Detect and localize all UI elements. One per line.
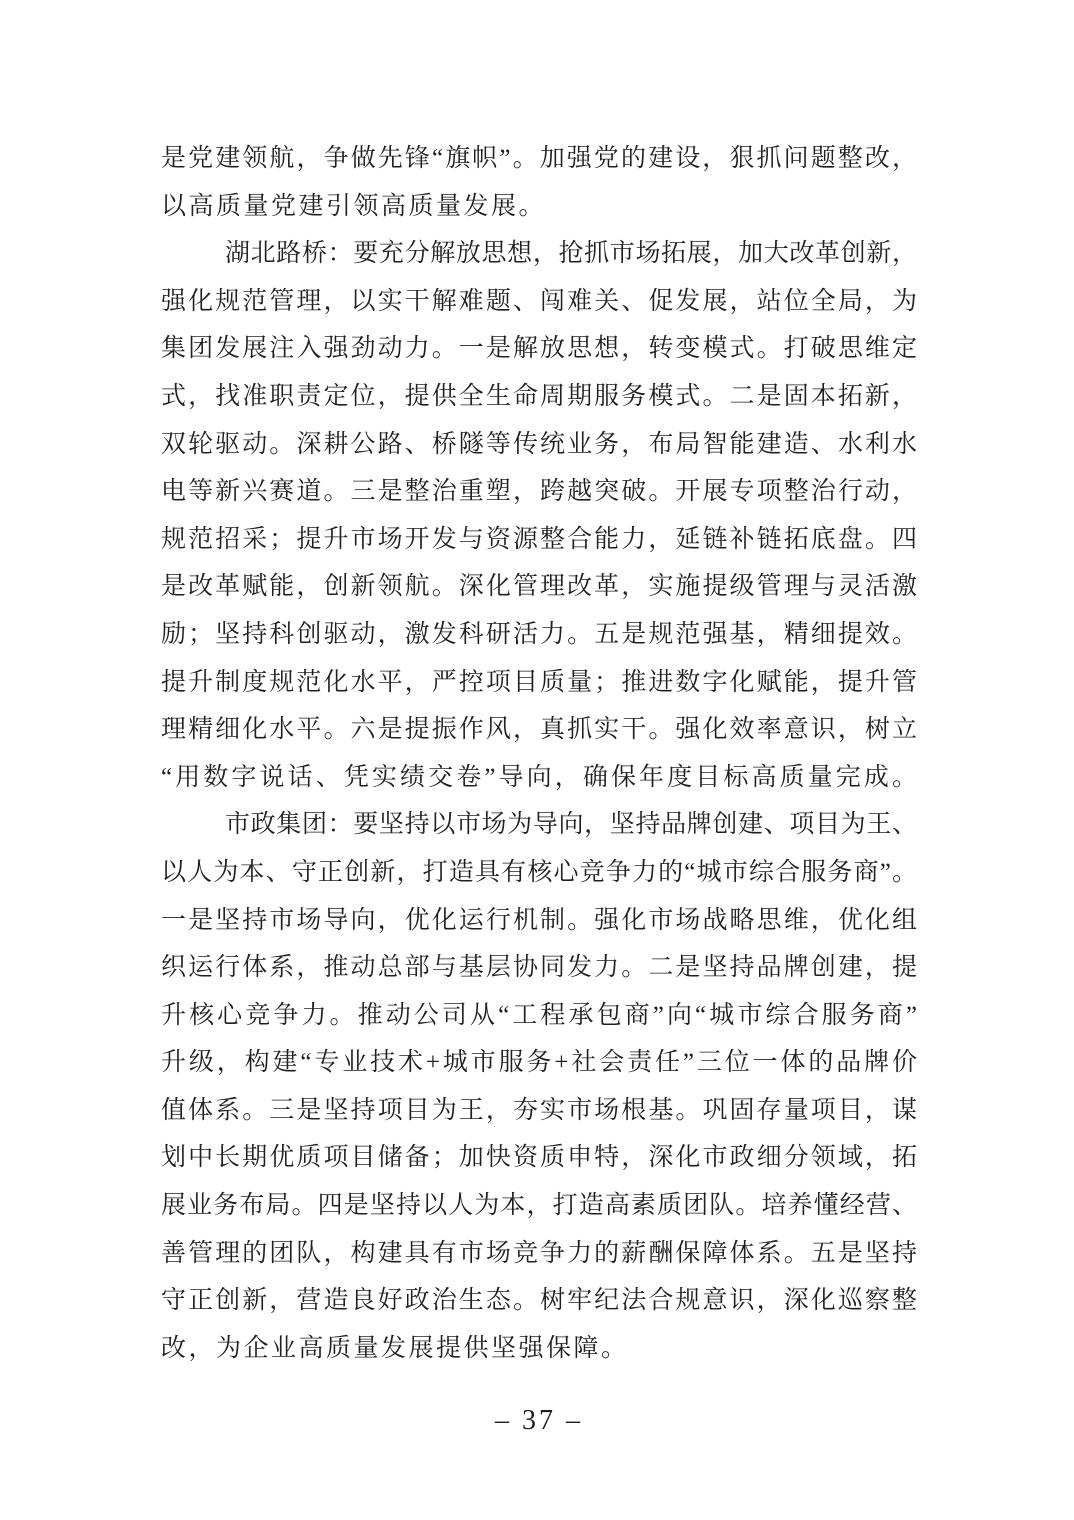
text-line: 是党建领航，争做先锋“旗帜”。加强党的建设，狠抓问题整改， bbox=[161, 145, 917, 172]
text-line: 织运行体系，推动总部与基层协同发力。二是坚持品牌创建，提 bbox=[161, 954, 917, 982]
text-line: 守正创新，营造良好政治生态。树牢纪法合规意识，深化巡察整 bbox=[161, 1287, 917, 1315]
text-line: 集团发展注入强劲动力。一是解放思想，转变模式。打破思维定 bbox=[161, 335, 917, 363]
text-line: 善管理的团队，构建具有市场竞争力的薪酬保障体系。五是坚持 bbox=[161, 1239, 917, 1267]
text-line: 升核心竞争力。推动公司从“工程承包商”向“城市综合服务商” bbox=[161, 1001, 917, 1029]
text-line: 式，找准职责定位，提供全生命周期服务模式。二是固本拓新， bbox=[161, 382, 917, 410]
text-line: 理精细化水平。六是提振作风，真抓实干。强化效率意识，树立 bbox=[161, 716, 917, 744]
text-line: 电等新兴赛道。三是整治重塑，跨越突破。开展专项整治行动， bbox=[161, 478, 917, 506]
text-line: 提升制度规范化水平，严控项目质量；推进数字化赋能，提升管 bbox=[161, 668, 917, 696]
text-line: 是改革赋能，创新领航。深化管理改革，实施提级管理与灵活激 bbox=[161, 573, 917, 601]
text-line: 励；坚持科创驱动，激发科研活力。五是规范强基，精细提效。 bbox=[161, 620, 917, 648]
text-line: 强化规范管理，以实干解难题、闯难关、促发展，站位全局，为 bbox=[161, 287, 917, 315]
text-line: 展业务布局。四是坚持以人为本，打造高素质团队。培养懂经营、 bbox=[161, 1192, 917, 1220]
text-line: 以高质量党建引领高质量发展。 bbox=[161, 192, 547, 220]
page-number: – 37 – bbox=[495, 1405, 583, 1436]
text-line: 以人为本、守正创新，打造具有核心竞争力的“城市综合服务商”。 bbox=[161, 858, 917, 886]
text-line: 规范招采；提升市场开发与资源整合能力，延链补链拓底盘。四 bbox=[161, 525, 917, 553]
text-line: 升级，构建“专业技术+城市服务+社会责任”三位一体的品牌价 bbox=[161, 1049, 917, 1077]
text-line: 湖北路桥：要充分解放思想，抢抓市场拓展，加大改革创新， bbox=[225, 240, 917, 268]
text-line: 值体系。三是坚持项目为王，夯实市场根基。巩固存量项目，谋 bbox=[161, 1096, 917, 1124]
text-line: 一是坚持市场导向，优化运行机制。强化市场战略思维，优化组 bbox=[161, 906, 917, 934]
text-line: “用数字说话、凭实绩交卷”导向，确保年度目标高质量完成。 bbox=[161, 763, 917, 791]
text-line: 改，为企业高质量发展提供坚强保障。 bbox=[161, 1334, 629, 1362]
document-body bbox=[161, 135, 917, 1372]
text-line: 划中长期优质项目储备；加快资质申特，深化市政细分领域，拓 bbox=[161, 1144, 917, 1172]
text-line: 市政集团：要坚持以市场为导向，坚持品牌创建、项目为王、 bbox=[225, 811, 917, 839]
text-line: 双轮驱动。深耕公路、桥隧等传统业务，布局智能建造、水利水 bbox=[161, 430, 917, 458]
